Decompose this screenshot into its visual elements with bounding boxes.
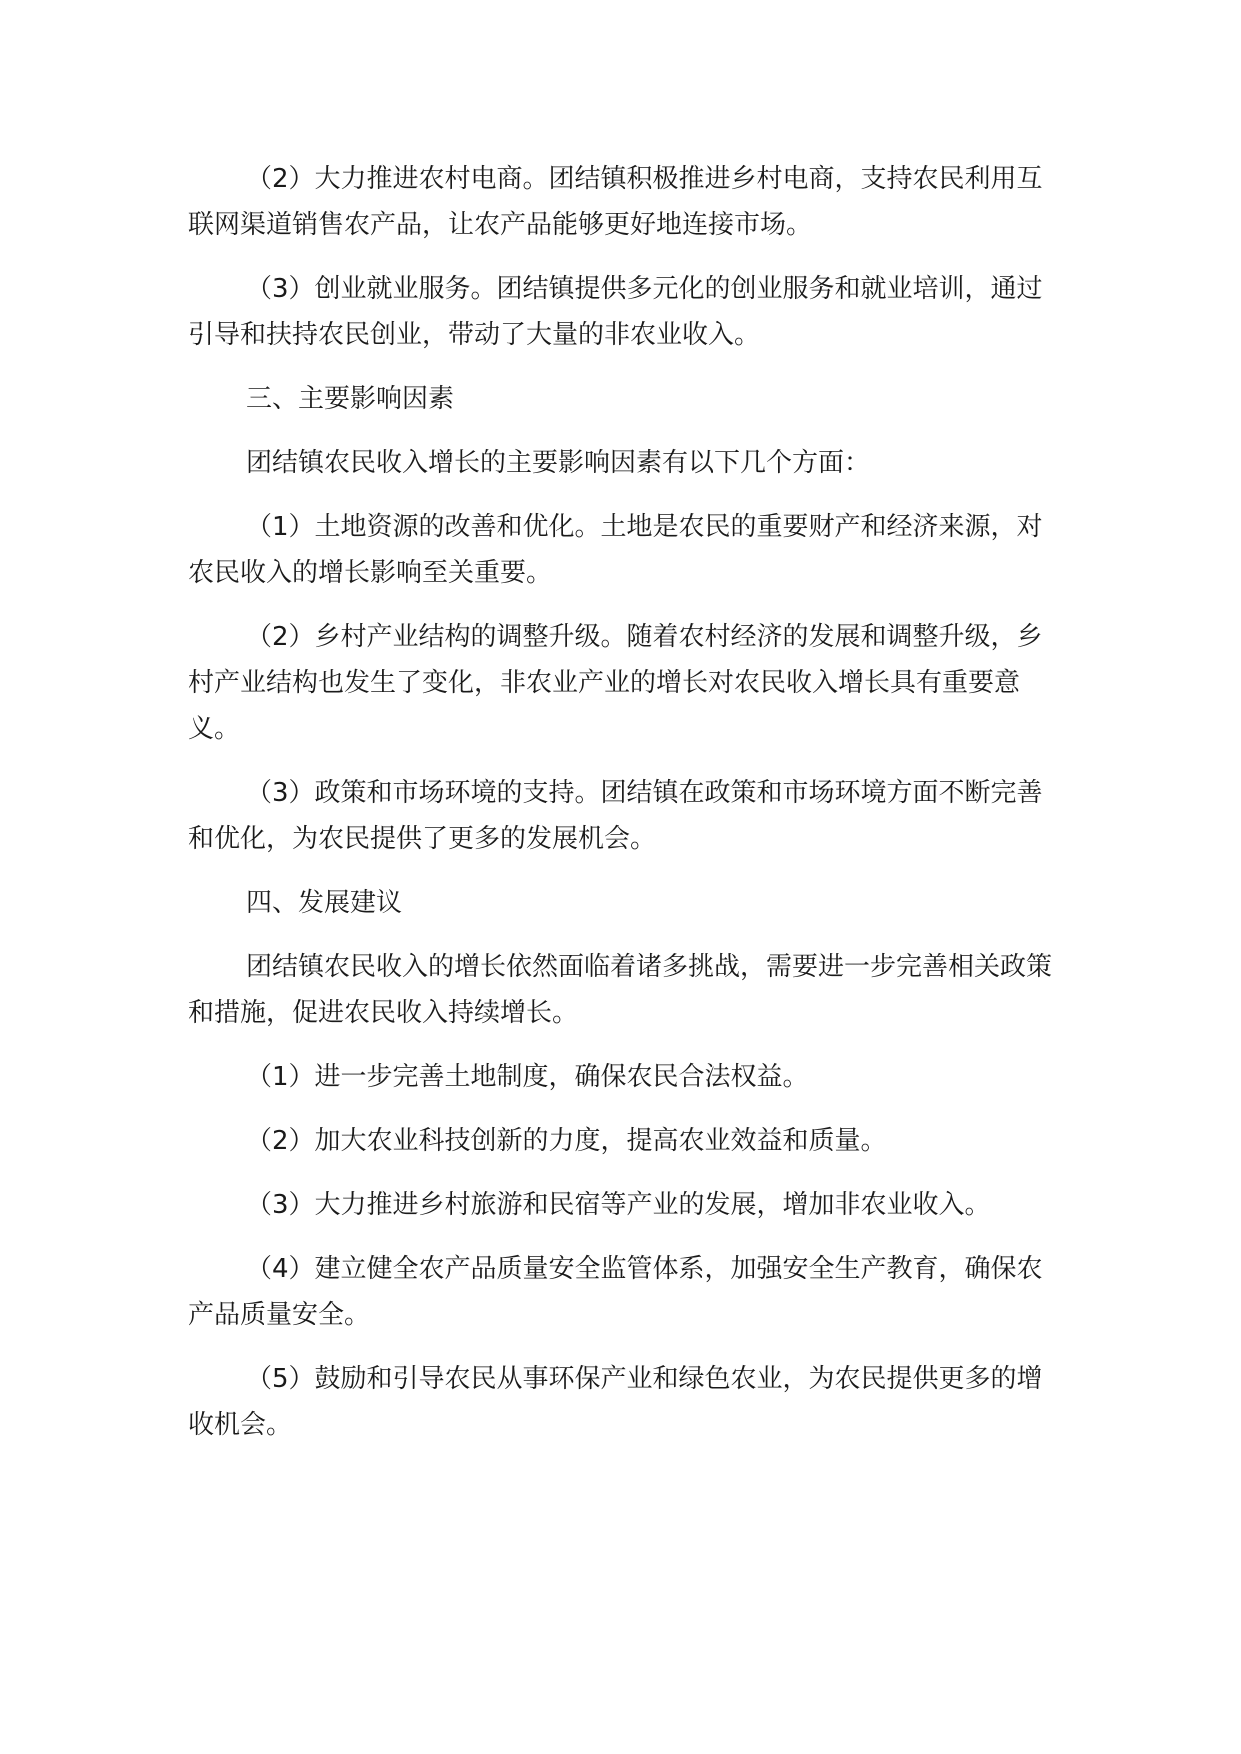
section-heading-factors: 三、主要影响因素 xyxy=(246,384,455,414)
paragraph-factor-1-land: （1）土地资源的改善和优化。土地是农民的重要财产和经济来源，对农民收入的增长影响至关重要。 xyxy=(188,512,1043,588)
paragraph-factors-intro: 团结镇农民收入增长的主要影响因素有以下几个方面： xyxy=(246,448,871,478)
section-heading-suggestions: 四、发展建议 xyxy=(246,888,403,918)
paragraph-suggestions-intro: 团结镇农民收入的增长依然面临着诸多挑战，需要进一步完善相关政策和措施，促进农民收入持续增长。 xyxy=(188,952,1053,1028)
paragraph-factor-3-policy: （3）政策和市场环境的支持。团结镇在政策和市场环境方面不断完善和优化，为农民提供了更多的发展机会。 xyxy=(188,778,1043,854)
paragraph-item-2-ecommerce: （2）大力推进农村电商。团结镇积极推进乡村电商，支持农民利用互联网渠道销售农产品，让农产品能够更好地连接市场。 xyxy=(188,164,1043,240)
paragraph-suggestion-5: （5）鼓励和引导农民从事环保产业和绿色农业，为农民提供更多的增收机会。 xyxy=(188,1364,1043,1440)
paragraph-item-3-employment: （3）创业就业服务。团结镇提供多元化的创业服务和就业培训，通过引导和扶持农民创业，带动了大量的非农业收入。 xyxy=(188,274,1043,350)
paragraph-suggestion-3: （3）大力推进乡村旅游和民宿等产业的发展，增加非农业收入。 xyxy=(246,1190,991,1220)
document-body xyxy=(188,156,1058,1466)
paragraph-suggestion-2: （2）加大农业科技创新的力度，提高农业效益和质量。 xyxy=(246,1126,887,1156)
paragraph-factor-2-industry: （2）乡村产业结构的调整升级。随着农村经济的发展和调整升级，乡村产业结构也发生了变化，非农业产业的增长对农民收入增长具有重要意义。 xyxy=(188,622,1043,744)
paragraph-suggestion-1: （1）进一步完善土地制度，确保农民合法权益。 xyxy=(246,1062,809,1092)
paragraph-suggestion-4: （4）建立健全农产品质量安全监管体系，加强安全生产教育，确保农产品质量安全。 xyxy=(188,1254,1043,1330)
